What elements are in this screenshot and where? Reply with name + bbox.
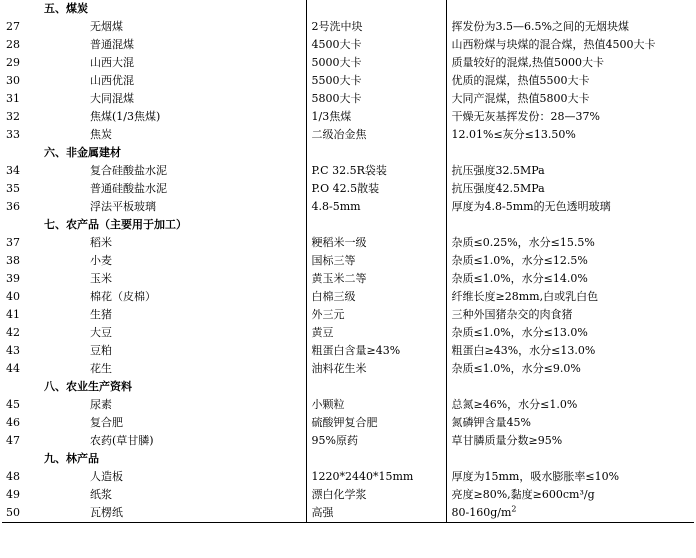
description-cell — [446, 324, 694, 342]
commodity-name: 焦煤(1/3焦煤) — [36, 108, 306, 126]
row-number: 48 — [6, 470, 20, 483]
spec-cell: 粳稻米一级 — [306, 234, 446, 252]
commodity-name: 农药(草甘膦) — [36, 432, 306, 450]
description-text: 厚度为15mm，吸水膨胀率≤10% — [451, 470, 620, 483]
commodity-name: 纸浆 — [36, 486, 306, 504]
description-text: 杂质≤1.0%，水分≤9.0% — [451, 362, 581, 375]
description-text: 12.01%≤灰分≤13.50% — [451, 128, 576, 141]
row-number: 41 — [6, 308, 20, 321]
spec-cell: 高强 — [306, 504, 446, 523]
spec-cell: P.O 42.5散装 — [306, 180, 446, 198]
spec-cell: 粗蛋白含量≥43% — [306, 342, 446, 360]
spec-cell: 4500大卡 — [306, 36, 446, 54]
table-row — [2, 270, 694, 288]
table-row — [2, 504, 694, 523]
row-number: 29 — [6, 56, 20, 69]
spec-cell: 白棉三级 — [306, 288, 446, 306]
row-number: 50 — [2, 504, 36, 523]
spec-cell: 2号洗中块 — [306, 18, 446, 36]
table-row — [2, 162, 694, 180]
spec-cell — [306, 378, 446, 396]
row-number: 38 — [6, 254, 20, 267]
description-text: 亮度≥80%,黏度≥600cm³/g — [451, 488, 595, 501]
row-number — [2, 0, 36, 18]
commodity-name: 尿素 — [36, 396, 306, 414]
commodity-name: 生猪 — [36, 306, 306, 324]
commodity-name: 花生 — [36, 360, 306, 378]
spec-cell: 硫酸钾复合肥 — [306, 414, 446, 432]
spec-cell — [306, 0, 446, 18]
spec-cell — [306, 216, 446, 234]
section-title: 五、煤炭 — [36, 0, 306, 18]
row-number: 27 — [6, 20, 20, 33]
table-row — [2, 108, 694, 126]
spec-cell: 4.8-5mm — [306, 198, 446, 216]
description-text: 杂质≤1.0%，水分≤14.0% — [451, 272, 588, 285]
spec-cell: 油料花生米 — [306, 360, 446, 378]
description-cell — [446, 396, 694, 414]
description-text: 杂质≤1.0%，水分≤13.0% — [451, 326, 588, 339]
description-text: 80-160g/m — [451, 506, 512, 519]
row-number: 36 — [6, 200, 20, 213]
description-text: 杂质≤0.25%，水分≤15.5% — [451, 236, 595, 249]
description-cell — [446, 414, 694, 432]
table-row — [2, 36, 694, 54]
spec-cell: 外三元 — [306, 306, 446, 324]
commodity-name: 玉米 — [36, 270, 306, 288]
description-text: 三种外国猪杂交的肉食猪 — [451, 308, 573, 321]
spec-cell: 二级冶金焦 — [306, 126, 446, 144]
commodity-name: 人造板 — [36, 468, 306, 486]
description-text: 粗蛋白≥43%，水分≤13.0% — [451, 344, 596, 357]
table-row — [2, 234, 694, 252]
row-number — [2, 450, 36, 468]
row-number: 43 — [6, 344, 20, 357]
section-header-row — [2, 144, 694, 162]
description-cell — [446, 144, 694, 162]
commodity-name: 复合肥 — [36, 414, 306, 432]
commodity-name: 棉花（皮棉） — [36, 288, 306, 306]
commodity-name: 浮法平板玻璃 — [36, 198, 306, 216]
commodity-name: 大同混煤 — [36, 90, 306, 108]
row-number: 32 — [6, 110, 20, 123]
description-text: 抗压强度32.5MPa — [451, 164, 545, 177]
description-cell — [446, 198, 694, 216]
row-number: 28 — [6, 38, 20, 51]
description-cell — [446, 0, 694, 18]
commodity-name: 普通硅酸盐水泥 — [36, 180, 306, 198]
spec-cell: 5000大卡 — [306, 54, 446, 72]
description-cell — [446, 270, 694, 288]
row-number: 46 — [6, 416, 20, 429]
table-row — [2, 288, 694, 306]
section-title: 七、农产品（主要用于加工） — [36, 216, 306, 234]
row-number: 34 — [6, 164, 20, 177]
description-text: 草甘膦质量分数≥95% — [451, 434, 563, 447]
description-cell — [446, 72, 694, 90]
spec-cell: 黄玉米二等 — [306, 270, 446, 288]
table-body — [2, 0, 694, 523]
description-text: 大同产混煤，热值5800大卡 — [451, 92, 590, 105]
commodity-name: 普通混煤 — [36, 36, 306, 54]
spec-cell: 小颗粒 — [306, 396, 446, 414]
commodity-name: 豆粕 — [36, 342, 306, 360]
description-cell — [446, 54, 694, 72]
table-row — [2, 432, 694, 450]
description-text: 优质的混煤，热值5500大卡 — [451, 74, 590, 87]
description-text: 抗压强度42.5MPa — [451, 182, 545, 195]
table-row — [2, 360, 694, 378]
description-cell — [446, 18, 694, 36]
table-row — [2, 414, 694, 432]
row-number — [2, 216, 36, 234]
table-row — [2, 396, 694, 414]
spec-cell: 5800大卡 — [306, 90, 446, 108]
commodity-spec-table — [2, 0, 694, 523]
description-cell — [446, 216, 694, 234]
commodity-name: 瓦楞纸 — [36, 504, 306, 523]
description-cell — [446, 486, 694, 504]
spec-cell: P.C 32.5R袋装 — [306, 162, 446, 180]
table-row — [2, 198, 694, 216]
description-cell — [446, 252, 694, 270]
row-number: 37 — [6, 236, 20, 249]
description-text: 质量较好的混煤,热值5000大卡 — [451, 56, 604, 69]
spec-cell — [306, 450, 446, 468]
section-title: 六、非金属建材 — [36, 144, 306, 162]
row-number: 45 — [6, 398, 20, 411]
commodity-name: 大豆 — [36, 324, 306, 342]
commodity-name: 小麦 — [36, 252, 306, 270]
description-cell — [446, 162, 694, 180]
description-superscript: 2 — [511, 504, 517, 514]
row-number — [2, 144, 36, 162]
section-title: 九、林产品 — [36, 450, 306, 468]
description-cell — [446, 306, 694, 324]
row-number: 31 — [6, 92, 20, 105]
table-row — [2, 18, 694, 36]
row-number: 47 — [6, 434, 20, 447]
table-row — [2, 468, 694, 486]
description-cell — [446, 234, 694, 252]
spec-cell: 1220*2440*15mm — [306, 468, 446, 486]
table-row — [2, 72, 694, 90]
section-header-row — [2, 378, 694, 396]
spec-cell: 漂白化学浆 — [306, 486, 446, 504]
row-number: 33 — [6, 128, 20, 141]
row-number: 35 — [6, 182, 20, 195]
description-cell — [446, 288, 694, 306]
description-cell — [446, 360, 694, 378]
spec-cell: 95%原药 — [306, 432, 446, 450]
section-header-row — [2, 450, 694, 468]
description-text: 氮磷钾含量45% — [451, 416, 531, 429]
table-row — [2, 126, 694, 144]
description-cell — [446, 432, 694, 450]
description-cell — [446, 36, 694, 54]
row-number: 40 — [6, 290, 20, 303]
description-cell — [446, 504, 694, 523]
row-number: 42 — [6, 326, 20, 339]
spec-cell: 1/3焦煤 — [306, 108, 446, 126]
row-number: 49 — [6, 488, 20, 501]
section-title: 八、农业生产资料 — [36, 378, 306, 396]
description-text: 杂质≤1.0%，水分≤12.5% — [451, 254, 588, 267]
spec-cell: 黄豆 — [306, 324, 446, 342]
spec-cell: 5500大卡 — [306, 72, 446, 90]
table-row — [2, 180, 694, 198]
description-cell — [446, 378, 694, 396]
commodity-name: 山西优混 — [36, 72, 306, 90]
section-header-row — [2, 0, 694, 18]
spec-cell — [306, 144, 446, 162]
description-cell — [446, 108, 694, 126]
commodity-name: 复合硅酸盐水泥 — [36, 162, 306, 180]
row-number: 39 — [6, 272, 20, 285]
table-row — [2, 54, 694, 72]
description-text: 山西粉煤与块煤的混合煤，热值4500大卡 — [451, 38, 656, 51]
description-text: 挥发份为3.5—6.5%之间的无烟块煤 — [451, 20, 629, 33]
description-cell — [446, 342, 694, 360]
description-cell — [446, 126, 694, 144]
description-text: 厚度为4.8-5mm的无色透明玻璃 — [451, 200, 611, 213]
row-number: 44 — [6, 362, 20, 375]
table-row — [2, 324, 694, 342]
table-row — [2, 486, 694, 504]
table-row — [2, 306, 694, 324]
commodity-name: 无烟煤 — [36, 18, 306, 36]
commodity-name: 稻米 — [36, 234, 306, 252]
description-text: 纤维长度≥28mm,白或乳白色 — [451, 290, 599, 303]
description-cell — [446, 90, 694, 108]
table-row — [2, 342, 694, 360]
description-cell — [446, 450, 694, 468]
row-number — [2, 378, 36, 396]
description-text: 干燥无灰基挥发份：28—37% — [451, 110, 600, 123]
spec-cell: 国标三等 — [306, 252, 446, 270]
row-number: 30 — [6, 74, 20, 87]
table-row — [2, 90, 694, 108]
description-cell — [446, 468, 694, 486]
section-header-row — [2, 216, 694, 234]
commodity-name: 焦炭 — [36, 126, 306, 144]
description-cell — [446, 180, 694, 198]
description-text: 总氮≥46%，水分≤1.0% — [451, 398, 578, 411]
commodity-name: 山西大混 — [36, 54, 306, 72]
table-row — [2, 252, 694, 270]
